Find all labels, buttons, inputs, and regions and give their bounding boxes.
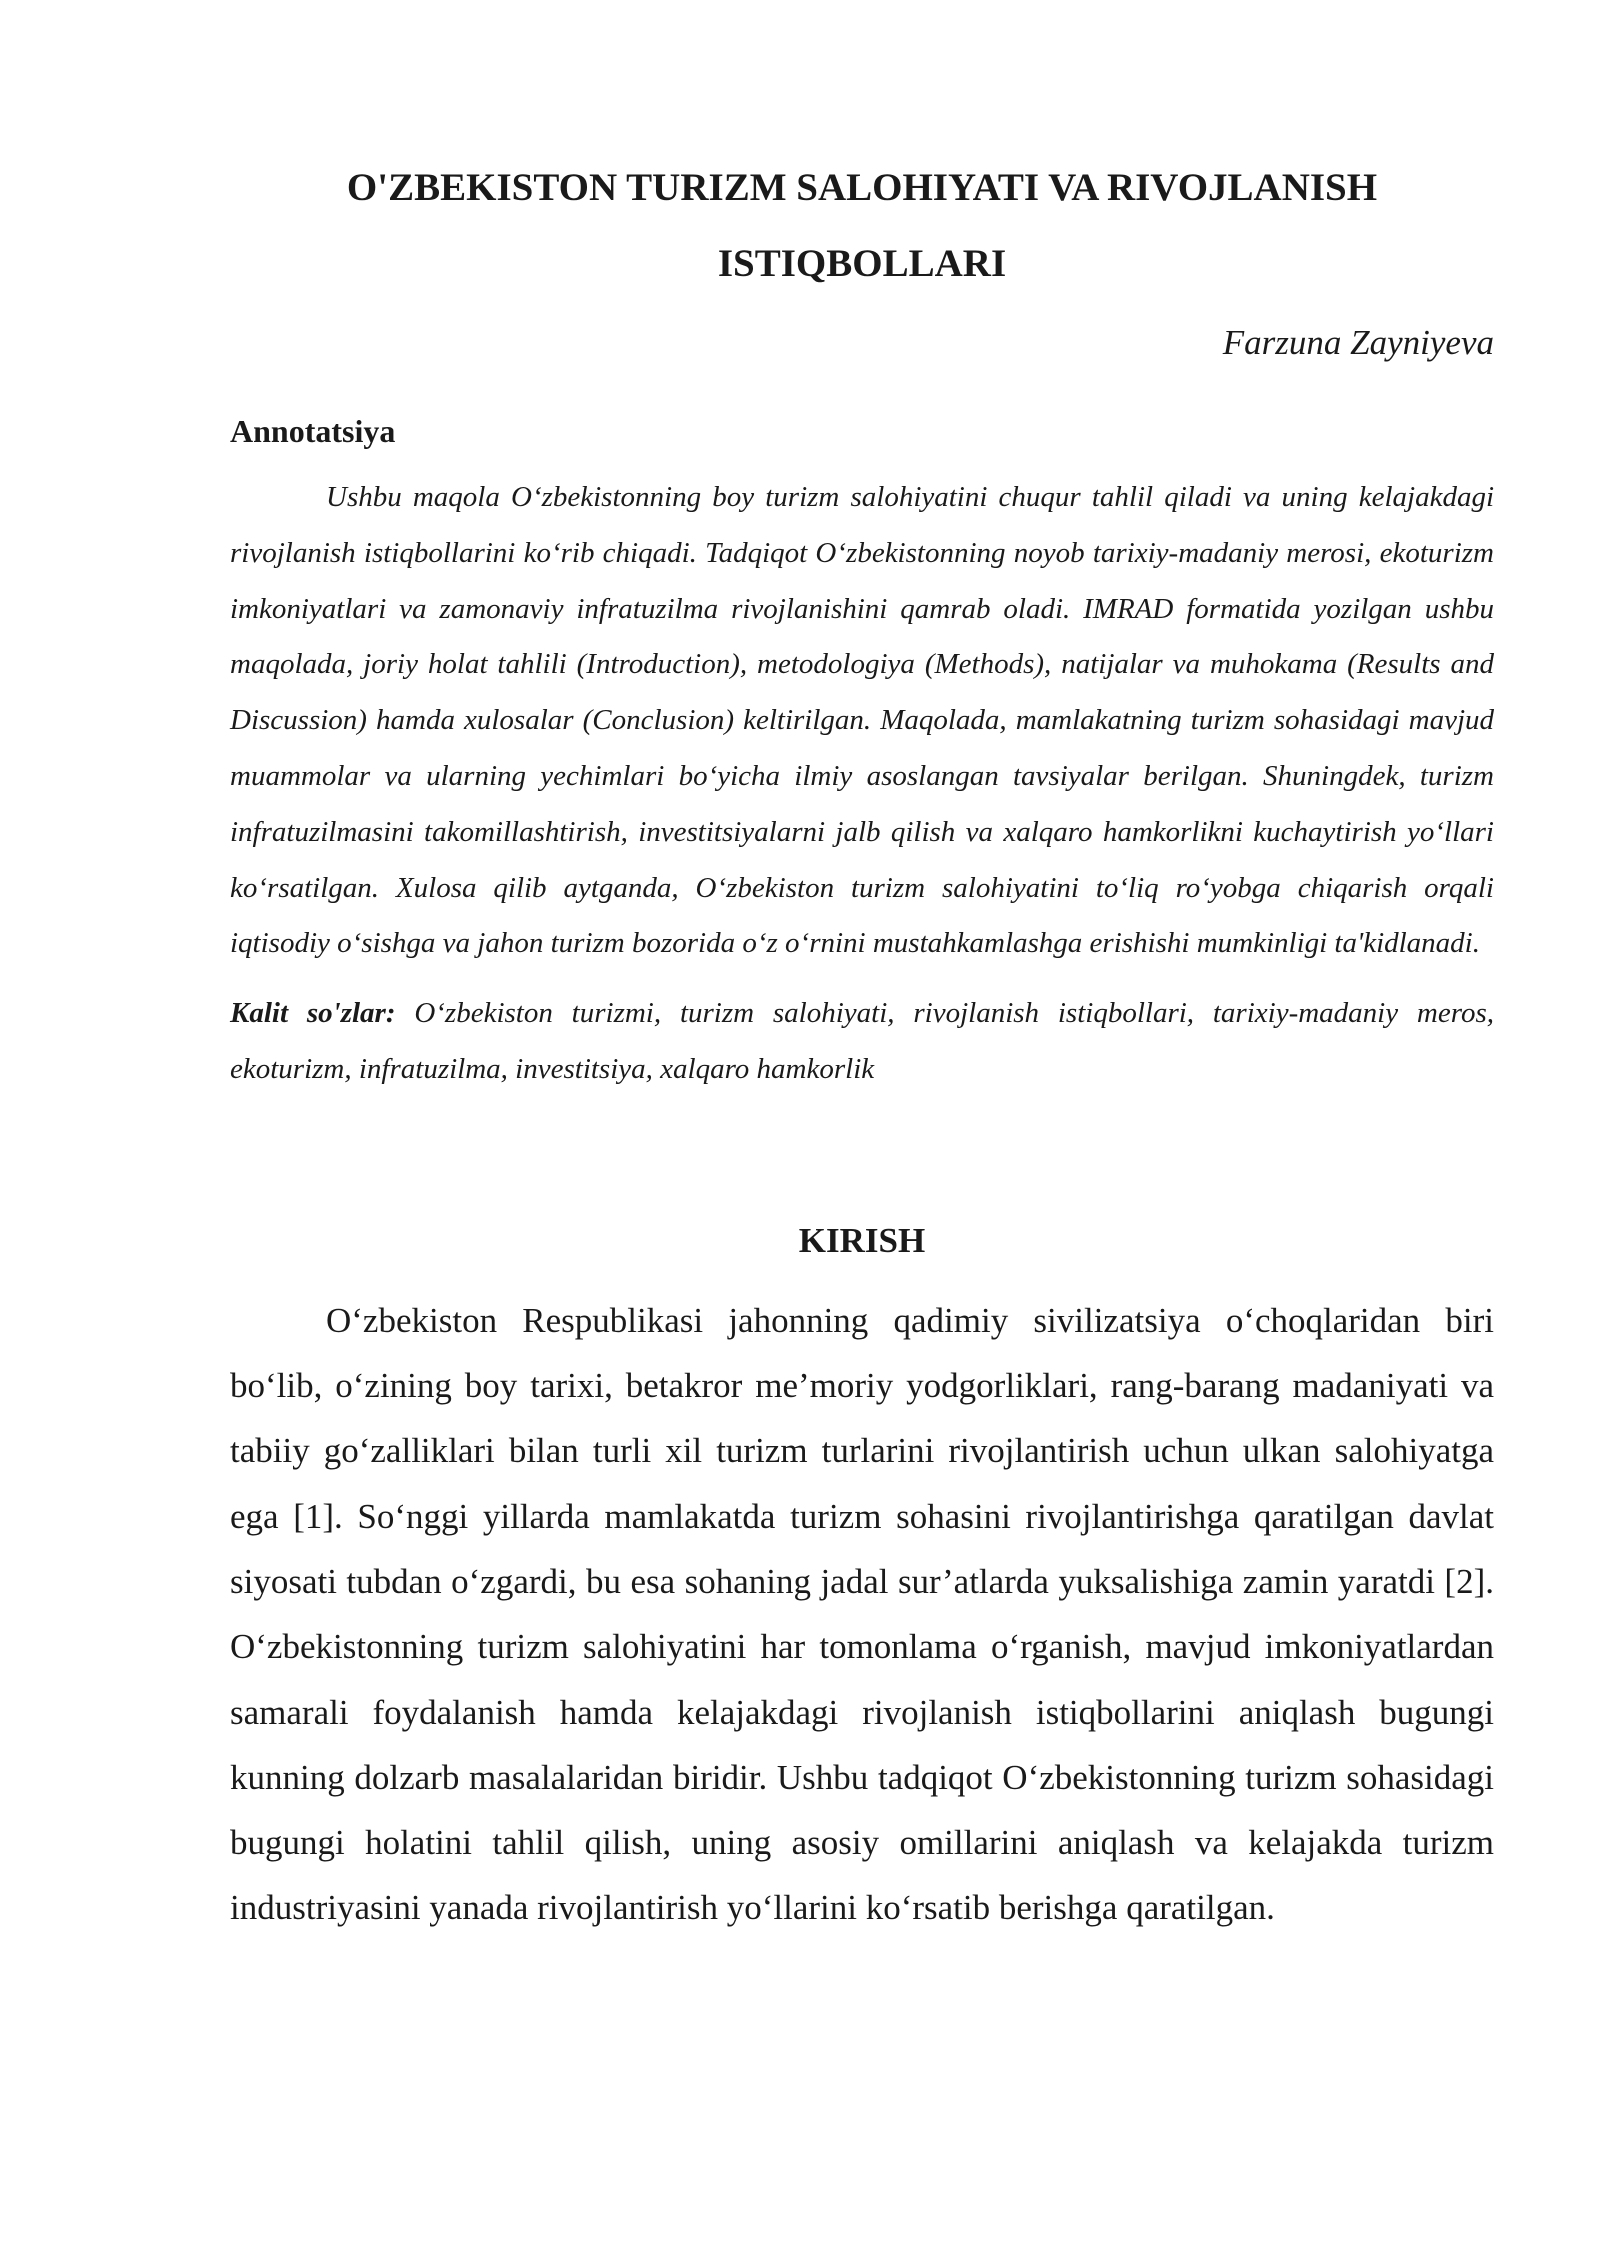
intro-paragraph: O‘zbekiston Respublikasi jahonning qadimiy sivilizatsiya o‘choqlaridan biri bo‘lib, o‘zining boy tarixi, betakror me’moriy yodgorliklari, rang-barang madaniyati va tabiiy go‘zalliklari bilan turli xil turizm turlarini rivojlantirish uchun ulkan salohiyatga ega [1]. So‘nggi yillarda mamlakatda turizm sohasini rivojlantirishga qaratilgan davlat siyosati tubdan o‘zgardi, bu esa sohaning jadal sur’atlarda yuksalishiga zamin yaratdi [2]. O‘zbekistonning turizm salohiyatini har tomonlama o‘rganish, mavjud imkoniyatlardan samarali foydalanish hamda kelajakdagi rivojlanish istiqbollarini aniqlash bugungi kunning dolzarb masalalaridan biridir. Ushbu tadqiqot O‘zbekistonning turizm sohasidagi bugungi holatini tahlil qilish, uning asosiy omillarini aniqlash va kelajakda turizm industriyasini yanada rivojlantirish yo‘llarini ko‘rsatib berishga qaratilgan. (230, 1300, 1494, 1928)
keywords-text: O‘zbekiston turizmi, turizm salohiyati, rivojlanish istiqbollari, tarixiy-madaniy meros, ekoturizm, infratuzilma, investitsiya, xalqaro hamkorlik (230, 997, 1494, 1085)
abstract-text: Ushbu maqola O‘zbekistonning boy turizm salohiyatini chuqur tahlil qiladi va uning kelajakdagi rivojlanish istiqbollarini ko‘rib chiqadi. Tadqiqot O‘zbekistonning noyob tarixiy-madaniy merosi, ekoturizm imkoniyatlari va zamonaviy infratuzilma rivojlanishini qamrab oladi. IMRAD formatida yozilgan ushbu maqolada, joriy holat tahlili (Introduction), metodologiya (Methods), natijalar va muhokama (Results and Discussion) hamda xulosalar (Conclusion) keltirilgan. Maqolada, mamlakatning turizm sohasidagi mavjud muammolar va ularning yechimlari bo‘yicha ilmiy asoslangan tavsiyalar berilgan. Shuningdek, turizm infratuzilmasini takomillashtirish, investitsiyalarni jalb qilish va xalqaro hamkorlikni kuchaytirish yo‘llari ko‘rsatilgan. Xulosa qilib aytganda, O‘zbekiston turizm salohiyatini to‘liq ro‘yobga chiqarish orqali iqtisodiy o‘sishga va jahon turizm bozorida o‘z o‘rnini mustahkamlashga erishishi mumkinligi ta'kidlanadi. (230, 481, 1494, 960)
section-heading-intro: KIRISH (798, 1220, 926, 1260)
paper-title: O'ZBEKISTON TURIZM SALOHIYATI VA RIVOJLANISH ISTIQBOLLARI (346, 166, 1378, 285)
keywords (230, 986, 1494, 1098)
document-page (230, 0, 1494, 1941)
author-name: Farzuna Zayniyeva (1222, 323, 1494, 362)
abstract-heading: Annotatsiya (230, 413, 396, 449)
keywords-label: Kalit so'zlar: (230, 997, 415, 1030)
